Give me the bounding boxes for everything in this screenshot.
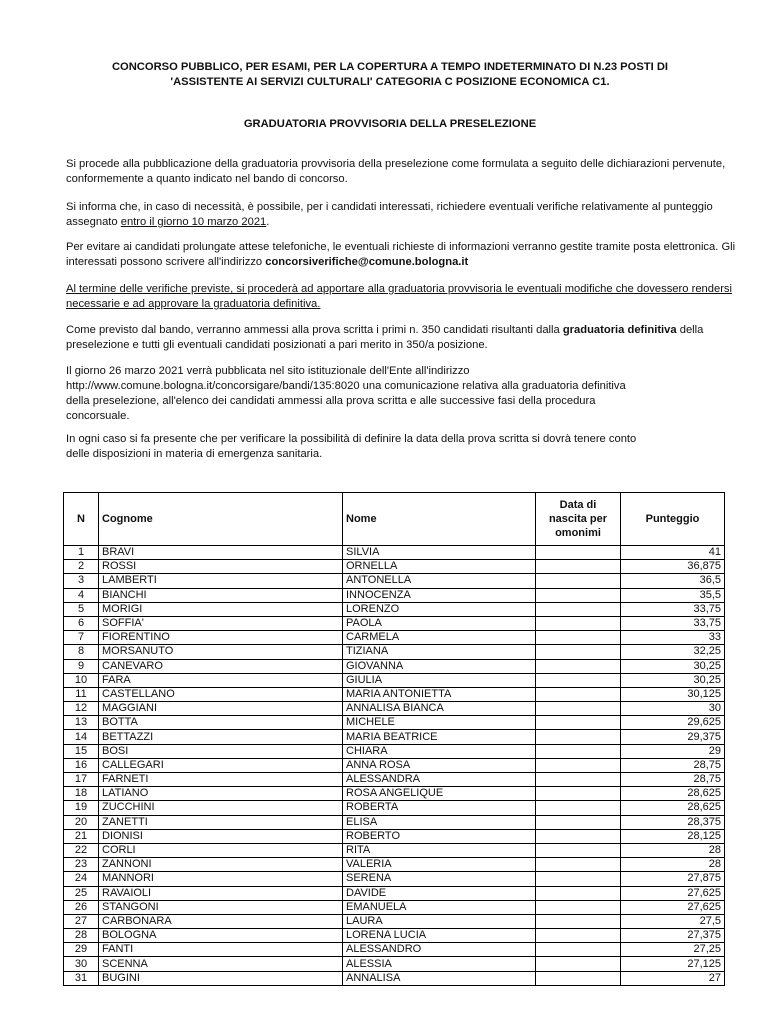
cell-n: 24 (64, 872, 99, 886)
cell-nome: SERENA (343, 872, 536, 886)
document-subtitle: GRADUATORIA PROVVISORIA DELLA PRESELEZIONE (243, 118, 537, 130)
table-row (64, 858, 725, 872)
cell-punteggio: 28,125 (621, 829, 725, 843)
cell-data-nascita (536, 602, 621, 616)
cell-n: 19 (64, 801, 99, 815)
cell-n: 29 (64, 943, 99, 957)
cell-nome: VALERIA (343, 858, 536, 872)
cell-cognome: MAGGIANI (99, 702, 343, 716)
cell-cognome: ZANETTI (99, 815, 343, 829)
cell-cognome: FARNETI (99, 773, 343, 787)
cell-n: 18 (64, 787, 99, 801)
table-row (64, 929, 725, 943)
table-row (64, 560, 725, 574)
cell-punteggio: 28,625 (621, 801, 725, 815)
cell-n: 13 (64, 716, 99, 730)
cell-cognome: BOSI (99, 744, 343, 758)
table-row (64, 730, 725, 744)
table-row (64, 971, 725, 985)
cell-data-nascita (536, 702, 621, 716)
cell-nome: INNOCENZA (343, 588, 536, 602)
paragraph-emergency (66, 432, 736, 462)
table-row (64, 773, 725, 787)
cell-nome: MICHELE (343, 716, 536, 730)
p2-end: . (266, 216, 270, 228)
cell-cognome: FIORENTINO (99, 631, 343, 645)
cell-cognome: RAVAIOLI (99, 886, 343, 900)
cell-punteggio: 28,375 (621, 815, 725, 829)
cell-data-nascita (536, 787, 621, 801)
cell-nome: ELISA (343, 815, 536, 829)
cell-nome: CARMELA (343, 631, 536, 645)
cell-nome: ALESSANDRO (343, 943, 536, 957)
cell-cognome: BUGINI (99, 971, 343, 985)
cell-punteggio: 30 (621, 702, 725, 716)
table-row (64, 787, 725, 801)
cell-cognome: MORIGI (99, 602, 343, 616)
table-row (64, 716, 725, 730)
cell-data-nascita (536, 758, 621, 772)
cell-n: 30 (64, 957, 99, 971)
cell-n: 17 (64, 773, 99, 787)
cell-cognome: CANEVARO (99, 659, 343, 673)
cell-nome: SILVIA (343, 546, 536, 560)
cell-data-nascita (536, 687, 621, 701)
cell-punteggio: 29 (621, 744, 725, 758)
cell-n: 9 (64, 659, 99, 673)
table-body (64, 546, 725, 986)
paragraph-admission (66, 323, 736, 353)
table-row (64, 886, 725, 900)
cell-cognome: MORSANUTO (99, 645, 343, 659)
cell-data-nascita (536, 659, 621, 673)
table-row (64, 900, 725, 914)
table-row (64, 829, 725, 843)
header-data-nascita (536, 493, 621, 546)
cell-n: 3 (64, 574, 99, 588)
p3-text: Per evitare ai candidati prolungate attese telefoniche, le eventuali richieste di informazioni verranno gestite tramite posta elettronica. Gli interessati possono scrivere all'indirizzo (66, 241, 736, 268)
paragraph-contact (66, 240, 736, 270)
cell-data-nascita (536, 673, 621, 687)
table-row (64, 602, 725, 616)
cell-nome: ANNALISA BIANCA (343, 702, 536, 716)
p5-text-a: Come previsto dal bando, verranno ammessi alla prova scritta i primi n. 350 candidati risultanti dalla (66, 324, 563, 336)
cell-punteggio: 27 (621, 971, 725, 985)
cell-nome: ANNALISA (343, 971, 536, 985)
cell-cognome: MANNORI (99, 872, 343, 886)
cell-nome: DAVIDE (343, 886, 536, 900)
cell-nome: GIULIA (343, 673, 536, 687)
cell-data-nascita (536, 957, 621, 971)
cell-n: 26 (64, 900, 99, 914)
p5-text-c: della preselezione e tutti gli eventuali candidati posizionati a pari merito in 350/a posizione. (66, 324, 704, 351)
contact-email: concorsiverifiche@comune.bologna.it (265, 256, 469, 268)
paragraph-verification (66, 200, 736, 230)
cell-data-nascita (536, 801, 621, 815)
title-line-2: 'ASSISTENTE AI SERVIZI CULTURALI' CATEGORIA C POSIZIONE ECONOMICA C1. (170, 76, 610, 88)
cell-data-nascita (536, 843, 621, 857)
p6-line-2: http://www.comune.bologna.it/concorsigare/bandi/135:8020 una comunicazione relativa alla graduatoria definitiva (66, 380, 626, 392)
cell-n: 5 (64, 602, 99, 616)
table-row (64, 843, 725, 857)
cell-punteggio: 27,875 (621, 872, 725, 886)
cell-data-nascita (536, 560, 621, 574)
header-data-line-2: nascita per (548, 513, 608, 525)
cell-punteggio: 28,75 (621, 773, 725, 787)
table-row (64, 659, 725, 673)
table-header-row (64, 493, 725, 546)
p6-line-3: della preselezione, all'elenco dei candidati ammessi alla prova scritta e alle successive fasi della procedura (66, 395, 596, 407)
paragraph-final-ranking: Al termine delle verifiche previste, si procederà ad apportare alla graduatoria provvisoria le eventuali modifiche che dovessero rendersi necessarie e ad approvare la graduatoria definitiva. (66, 283, 733, 310)
cell-punteggio: 27,25 (621, 943, 725, 957)
table-row (64, 957, 725, 971)
cell-cognome: ZUCCHINI (99, 801, 343, 815)
cell-n: 27 (64, 914, 99, 928)
cell-cognome: LATIANO (99, 787, 343, 801)
cell-punteggio: 29,625 (621, 716, 725, 730)
cell-n: 10 (64, 673, 99, 687)
cell-nome: LAURA (343, 914, 536, 928)
cell-n: 21 (64, 829, 99, 843)
cell-data-nascita (536, 858, 621, 872)
table-row (64, 574, 725, 588)
cell-data-nascita (536, 943, 621, 957)
cell-data-nascita (536, 730, 621, 744)
cell-punteggio: 41 (621, 546, 725, 560)
header-nome: Nome (343, 493, 536, 546)
cell-punteggio: 27,625 (621, 886, 725, 900)
table-row (64, 815, 725, 829)
table-row (64, 631, 725, 645)
cell-nome: LORENA LUCIA (343, 929, 536, 943)
cell-punteggio: 36,5 (621, 574, 725, 588)
cell-data-nascita (536, 574, 621, 588)
cell-nome: MARIA BEATRICE (343, 730, 536, 744)
cell-data-nascita (536, 914, 621, 928)
cell-nome: MARIA ANTONIETTA (343, 687, 536, 701)
cell-n: 14 (64, 730, 99, 744)
cell-data-nascita (536, 744, 621, 758)
cell-nome: ALESSANDRA (343, 773, 536, 787)
p7-line-1: In ogni caso si fa presente che per verificare la possibilità di definire la data della prova scritta si dovrà tenere conto (66, 433, 637, 445)
cell-data-nascita (536, 645, 621, 659)
table-row (64, 943, 725, 957)
cell-punteggio: 28 (621, 843, 725, 857)
cell-n: 15 (64, 744, 99, 758)
table-row (64, 801, 725, 815)
table-row (64, 645, 725, 659)
cell-nome: CHIARA (343, 744, 536, 758)
header-data-line-3: omonimi (555, 527, 601, 539)
cell-punteggio: 33,75 (621, 602, 725, 616)
cell-cognome: ZANNONI (99, 858, 343, 872)
cell-nome: ORNELLA (343, 560, 536, 574)
cell-cognome: CARBONARA (99, 914, 343, 928)
cell-nome: ALESSIA (343, 957, 536, 971)
table-row (64, 616, 725, 630)
cell-punteggio: 35,5 (621, 588, 725, 602)
cell-n: 4 (64, 588, 99, 602)
cell-n: 6 (64, 616, 99, 630)
cell-nome: EMANUELA (343, 900, 536, 914)
cell-cognome: FARA (99, 673, 343, 687)
cell-punteggio: 28 (621, 858, 725, 872)
cell-cognome: DIONISI (99, 829, 343, 843)
cell-cognome: BETTAZZI (99, 730, 343, 744)
cell-punteggio: 27,625 (621, 900, 725, 914)
cell-data-nascita (536, 588, 621, 602)
cell-punteggio: 30,25 (621, 673, 725, 687)
cell-cognome: BIANCHI (99, 588, 343, 602)
p5-bold: graduatoria definitiva (562, 324, 677, 336)
cell-n: 7 (64, 631, 99, 645)
cell-n: 20 (64, 815, 99, 829)
table-row (64, 702, 725, 716)
table-row (64, 673, 725, 687)
cell-n: 8 (64, 645, 99, 659)
table-row (64, 872, 725, 886)
cell-cognome: CASTELLANO (99, 687, 343, 701)
cell-data-nascita (536, 546, 621, 560)
cell-punteggio: 33,75 (621, 616, 725, 630)
cell-cognome: FANTI (99, 943, 343, 957)
header-n: N (64, 493, 99, 546)
cell-n: 1 (64, 546, 99, 560)
cell-cognome: BOTTA (99, 716, 343, 730)
cell-n: 28 (64, 929, 99, 943)
cell-punteggio: 30,25 (621, 659, 725, 673)
cell-data-nascita (536, 616, 621, 630)
cell-data-nascita (536, 631, 621, 645)
cell-nome: ROSA ANGELIQUE (343, 787, 536, 801)
cell-data-nascita (536, 829, 621, 843)
cell-punteggio: 30,125 (621, 687, 725, 701)
cell-n: 25 (64, 886, 99, 900)
cell-nome: ROBERTA (343, 801, 536, 815)
p7-line-2: delle disposizioni in materia di emergenza sanitaria. (66, 448, 323, 460)
p6-line-1: Il giorno 26 marzo 2021 verrà pubblicata nel sito istituzionale dell'Ente all'indirizzo (66, 365, 470, 377)
table-row (64, 758, 725, 772)
paragraph-publication: Si procede alla pubblicazione della graduatoria provvisoria della preselezione come formulata a seguito delle dichiarazioni pervenute, conformemente a quanto indicato nel bando di concorso. (66, 158, 726, 185)
cell-data-nascita (536, 872, 621, 886)
table-row (64, 744, 725, 758)
cell-nome: ANTONELLA (343, 574, 536, 588)
cell-punteggio: 33 (621, 631, 725, 645)
p2-text: Si informa che, in caso di necessità, è possibile, per i candidati interessati, richiedere eventuali verifiche relativamente al punteggio assegnato (66, 201, 713, 228)
cell-n: 11 (64, 687, 99, 701)
cell-cognome: CORLI (99, 843, 343, 857)
ranking-table (63, 492, 725, 986)
cell-data-nascita (536, 971, 621, 985)
cell-n: 23 (64, 858, 99, 872)
cell-nome: LORENZO (343, 602, 536, 616)
cell-cognome: LAMBERTI (99, 574, 343, 588)
table-row (64, 546, 725, 560)
cell-data-nascita (536, 900, 621, 914)
cell-data-nascita (536, 886, 621, 900)
cell-punteggio: 36,875 (621, 560, 725, 574)
document-title (60, 60, 720, 90)
cell-cognome: BOLOGNA (99, 929, 343, 943)
verification-deadline: entro il giorno 10 marzo 2021 (120, 216, 267, 228)
cell-punteggio: 28,625 (621, 787, 725, 801)
header-cognome: Cognome (99, 493, 343, 546)
header-punteggio: Punteggio (621, 493, 725, 546)
cell-nome: PAOLA (343, 616, 536, 630)
cell-nome: GIOVANNA (343, 659, 536, 673)
header-data-line-1: Data di (559, 499, 597, 511)
cell-cognome: SOFFIA' (99, 616, 343, 630)
cell-n: 22 (64, 843, 99, 857)
cell-data-nascita (536, 929, 621, 943)
cell-nome: TIZIANA (343, 645, 536, 659)
cell-punteggio: 27,375 (621, 929, 725, 943)
cell-punteggio: 27,125 (621, 957, 725, 971)
paragraph-publication-date (66, 364, 736, 424)
cell-nome: RITA (343, 843, 536, 857)
cell-data-nascita (536, 716, 621, 730)
p6-line-4: concorsuale. (66, 410, 130, 422)
cell-n: 16 (64, 758, 99, 772)
cell-cognome: SCENNA (99, 957, 343, 971)
table-row (64, 687, 725, 701)
cell-data-nascita (536, 815, 621, 829)
cell-n: 31 (64, 971, 99, 985)
cell-cognome: STANGONI (99, 900, 343, 914)
cell-nome: ROBERTO (343, 829, 536, 843)
cell-punteggio: 29,375 (621, 730, 725, 744)
cell-data-nascita (536, 773, 621, 787)
table-row (64, 588, 725, 602)
cell-punteggio: 32,25 (621, 645, 725, 659)
cell-n: 12 (64, 702, 99, 716)
title-line-1: CONCORSO PUBBLICO, PER ESAMI, PER LA COPERTURA A TEMPO INDETERMINATO DI N.23 POSTI DI (111, 61, 669, 73)
cell-cognome: ROSSI (99, 560, 343, 574)
cell-n: 2 (64, 560, 99, 574)
cell-nome: ANNA ROSA (343, 758, 536, 772)
cell-punteggio: 27,5 (621, 914, 725, 928)
cell-cognome: BRAVI (99, 546, 343, 560)
cell-cognome: CALLEGARI (99, 758, 343, 772)
cell-punteggio: 28,75 (621, 758, 725, 772)
table-row (64, 914, 725, 928)
